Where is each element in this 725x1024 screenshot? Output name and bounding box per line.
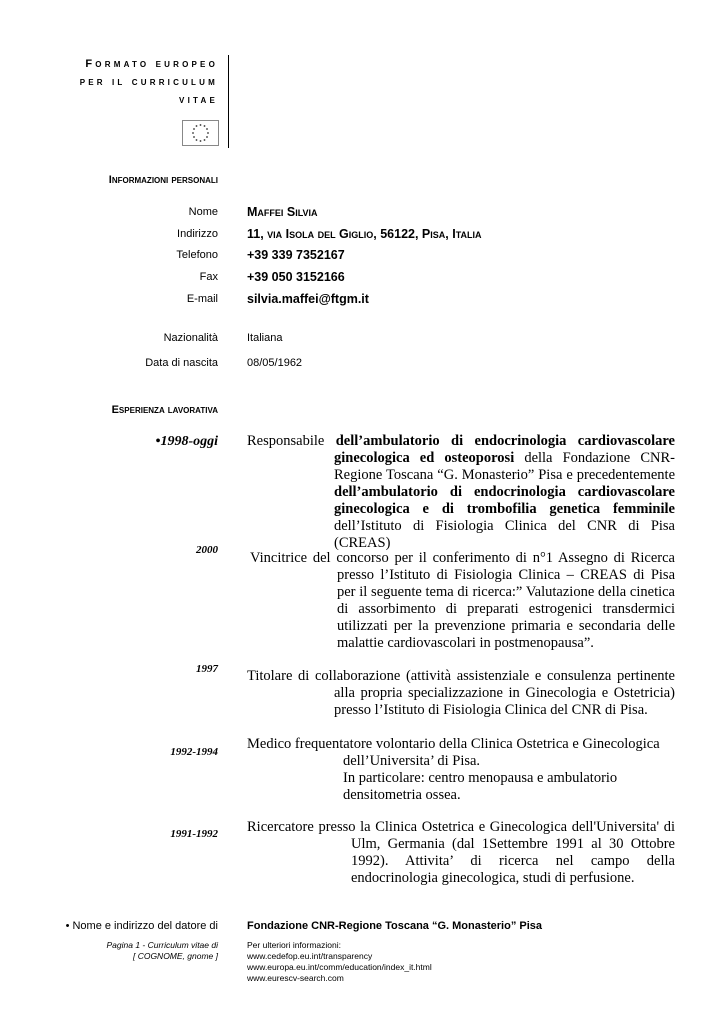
experience-date-1992-1994: 1992-1994 (170, 746, 218, 758)
value-employer: Fondazione CNR-Regione Toscana “G. Monasterio” Pisa (247, 920, 543, 932)
section-work-experience: Esperienza lavorativa (111, 404, 218, 416)
value-address: 11, via Isola del Giglio, 56122, Pisa, Italia (247, 227, 482, 241)
header-divider (228, 55, 229, 148)
value-email: silvia.maffei@ftgm.it (247, 292, 369, 306)
section-personal-info: Informazioni personali (108, 174, 218, 186)
label-phone: Telefono (176, 249, 218, 261)
label-name: Nome (188, 206, 218, 218)
label-address: Indirizzo (177, 228, 218, 240)
experience-text-1997: Titolare di collaborazione (attività assistenziale e consulenza pertinente alla propria specializzazione in Ginecologia e Ostetricia) presso l’Istituto di Fisiologia Clinica del CNR di Pisa. (247, 668, 675, 718)
experience-text-1991-1992: Ricercatore presso la Clinica Ostetrica e Ginecologica dell'Universita' di Ulm, Germania (dal 1Settembre 1991 al 30 Ottobre 1992). Attivita’ di ricerca nel campo della endocrinologia ginecologica, studi di perfusione. (247, 819, 675, 886)
experience-date-2000: 2000 (196, 544, 218, 556)
value-name: Maffei Silvia (247, 205, 318, 219)
cv-title-line-1: Formato europeo (85, 58, 218, 70)
label-email: E-mail (186, 293, 218, 305)
value-nationality: Italiana (247, 332, 283, 344)
footer-page-line-1: Pagina 1 - Curriculum vitae di (106, 940, 218, 950)
footer-link-europa[interactable]: www.europa.eu.int/comm/education/index_it.html (247, 962, 432, 972)
label-fax: Fax (199, 271, 218, 283)
experience-text-1992-1994-line2: dell’Universita’ di Pisa. (343, 753, 481, 769)
experience-text-2000: Vincitrice del concorso per il conferimento di n°1 Assegno di Ricerca presso l’Istituto di Fisiologia Clinica – CREAS di Pisa per il seguente tema di ricerca:” Valutazione della cinetica di assorbimento di preparati estrogenici transdermici utilizzati per la prevenzione primaria e secondaria delle malattie cardiovascolari in postmenopausa”. (250, 550, 675, 651)
footer-link-eurescv[interactable]: www.eurescv-search.com (247, 973, 344, 983)
eu-flag-icon (182, 120, 219, 146)
experience-date-1997: 1997 (196, 663, 218, 675)
value-birthdate: 08/05/1962 (247, 357, 303, 369)
label-nationality: Nazionalità (163, 332, 218, 344)
experience-date-1998: •1998-oggi (155, 434, 218, 449)
experience-text-1992-1994-line1: Medico frequentatore volontario della Clinica Ostetrica e Ginecologica (247, 736, 660, 752)
label-employer: • Nome e indirizzo del datore di (65, 920, 218, 932)
experience-date-1991-1992: 1991-1992 (170, 828, 218, 840)
footer-info-title: Per ulteriori informazioni: (247, 940, 342, 950)
experience-text-1998: Responsabile dell’ambulatorio di endocrinologia cardiovascolare ginecologica ed osteoporosi della Fondazione CNR-Regione Toscana “G. Monasterio” Pisa e precedentemente dell’ambulatorio di endocrinologia cardiovascolare ginecologica e di trombofilia genetica femminile dell’Istituto di Fisiologia Clinica del CNR di Pisa (CREAS) (247, 433, 675, 551)
value-fax: +39 050 3152166 (247, 270, 345, 284)
label-birthdate: Data di nascita (145, 357, 218, 369)
experience-text-1992-1994-line3: In particolare: centro menopausa e ambulatorio densitometria ossea. (343, 770, 618, 803)
footer-link-cedefop[interactable]: www.cedefop.eu.int/transparency (247, 951, 373, 961)
value-phone: +39 339 7352167 (247, 248, 345, 262)
cv-title-line-2: per il curriculum (79, 76, 218, 88)
cv-title-line-3: vitae (179, 94, 218, 106)
footer-page-line-2: [ COGNOME, gnome ] (132, 951, 218, 961)
